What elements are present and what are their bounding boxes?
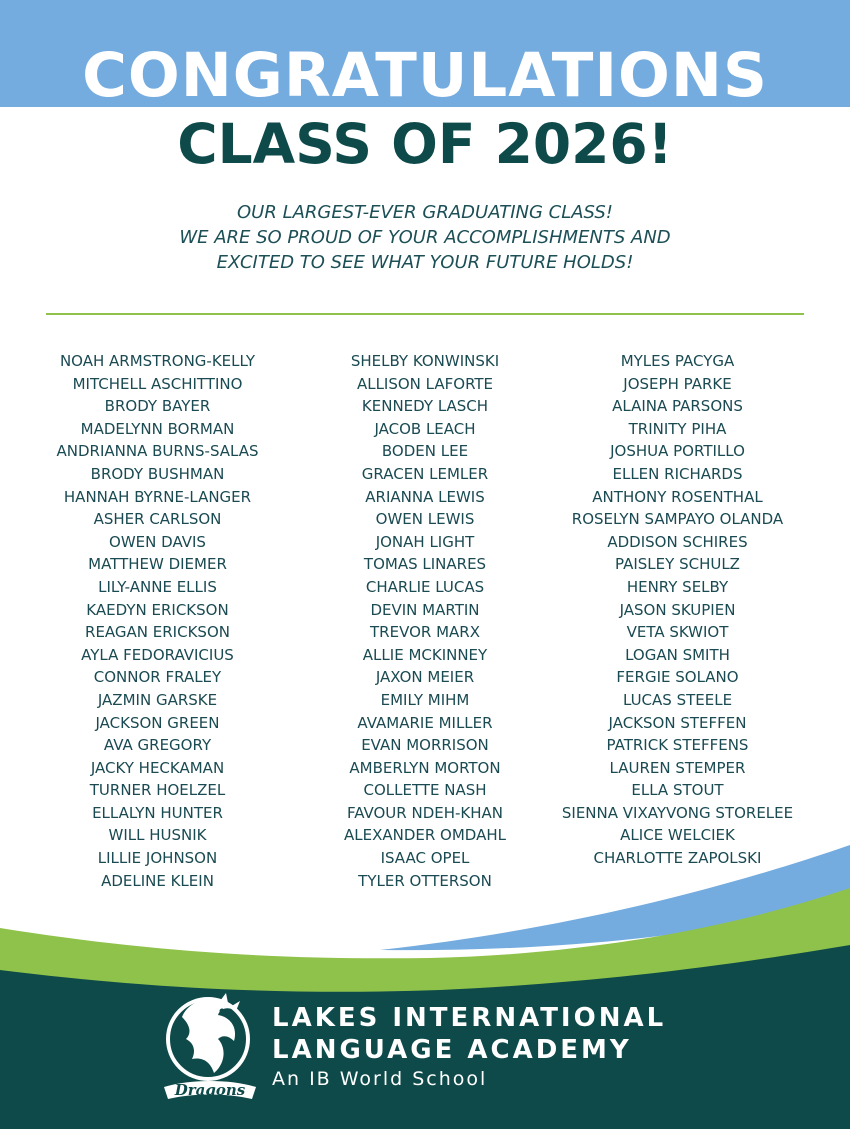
graduate-name: ANDRIANNA BURNS-SALAS bbox=[56, 442, 259, 461]
graduate-name: ADELINE KLEIN bbox=[101, 871, 214, 890]
graduate-name: ROSELYN SAMPAYO OLANDA bbox=[571, 510, 784, 529]
graduate-name: COLLETTE NASH bbox=[363, 781, 487, 800]
graduate-name: VETA SKWIOT bbox=[626, 623, 729, 642]
graduate-name: ALEXANDER OMDAHL bbox=[343, 826, 506, 845]
graduate-name: GRACEN LEMLER bbox=[361, 464, 489, 483]
graduate-name: JONAH LIGHT bbox=[375, 532, 475, 551]
logo-wordmark: Dragons bbox=[174, 1081, 246, 1099]
subhead: CLASS OF 2026! bbox=[177, 112, 673, 176]
graduate-name: REAGAN ERICKSON bbox=[85, 623, 230, 642]
graduate-name: AMBERLYN MORTON bbox=[349, 758, 501, 777]
graduate-name: HANNAH BYRNE-LANGER bbox=[63, 487, 252, 506]
graduate-name: PATRICK STEFFENS bbox=[606, 736, 749, 755]
graduate-name: ADDISON SCHIRES bbox=[607, 532, 748, 551]
graduate-name: JAZMIN GARSKE bbox=[97, 690, 218, 709]
graduate-name: JAXON MEIER bbox=[375, 668, 475, 687]
headline: CONGRATULATIONS bbox=[82, 40, 768, 111]
divider-line bbox=[46, 313, 804, 315]
graduate-name: ALLISON LAFORTE bbox=[356, 374, 494, 393]
graduate-name: JACKSON GREEN bbox=[95, 713, 220, 732]
graduate-name: MITCHELL ASCHITTINO bbox=[72, 374, 243, 393]
graduate-name: SIENNA VIXAYVONG STORELEE bbox=[561, 803, 794, 822]
graduate-name: LILLIE JOHNSON bbox=[97, 849, 218, 868]
message-line: WE ARE SO PROUD OF YOUR ACCOMPLISHMENTS AND bbox=[179, 227, 671, 248]
graduate-name: SHELBY KONWINSKI bbox=[350, 352, 500, 370]
graduate-name: ANTHONY ROSENTHAL bbox=[592, 487, 763, 506]
graduate-name: ALICE WELCIEK bbox=[620, 826, 735, 845]
graduate-name: TOMAS LINARES bbox=[363, 555, 487, 574]
graduate-name: ELLA STOUT bbox=[631, 781, 724, 800]
graduate-name: ALAINA PARSONS bbox=[612, 397, 743, 416]
graduate-name: LILY-ANNE ELLIS bbox=[98, 577, 217, 596]
graduate-name: ELLEN RICHARDS bbox=[612, 464, 743, 483]
graduate-name: FAVOUR NDEH-KHAN bbox=[346, 803, 504, 822]
school-tagline: An IB World School bbox=[272, 1068, 488, 1090]
graduate-name: AVA GREGORY bbox=[103, 736, 212, 755]
graduate-name: NOAH ARMSTRONG-KELLY bbox=[59, 352, 256, 370]
graduate-name: EMILY MIHM bbox=[380, 690, 470, 709]
graduate-name: JACOB LEACH bbox=[374, 419, 476, 438]
graduate-name: DEVIN MARTIN bbox=[370, 600, 480, 619]
graduate-name: TREVOR MARX bbox=[370, 623, 480, 642]
message-line: OUR LARGEST-EVER GRADUATING CLASS! bbox=[237, 202, 613, 223]
graduate-name: FERGIE SOLANO bbox=[616, 668, 739, 687]
graduate-name: JACKSON STEFFEN bbox=[608, 713, 747, 732]
graduate-name: OWEN DAVIS bbox=[109, 532, 206, 551]
graduate-name: ARIANNA LEWIS bbox=[365, 487, 485, 506]
school-name-line1: LAKES INTERNATIONAL bbox=[272, 1003, 667, 1033]
graduate-name: JOSEPH PARKE bbox=[623, 374, 732, 393]
graduate-name: LUCAS STEELE bbox=[622, 690, 733, 709]
graduate-name: AVAMARIE MILLER bbox=[357, 713, 493, 732]
graduate-name: ALLIE MCKINNEY bbox=[362, 645, 488, 664]
graduate-name: ISAAC OPEL bbox=[380, 849, 470, 868]
graduate-name: MADELYNN BORMAN bbox=[80, 419, 235, 438]
graduate-name: BRODY BUSHMAN bbox=[90, 464, 225, 483]
graduate-name: LAUREN STEMPER bbox=[609, 758, 746, 777]
graduate-name: JOSHUA PORTILLO bbox=[610, 442, 745, 461]
graduate-name: WILL HUSNIK bbox=[108, 826, 207, 845]
graduate-name: CHARLIE LUCAS bbox=[365, 577, 485, 596]
graduate-name: ASHER CARLSON bbox=[93, 510, 222, 529]
graduate-name: LOGAN SMITH bbox=[625, 645, 730, 664]
congratulations-message bbox=[0, 200, 850, 275]
graduate-name: ELLALYN HUNTER bbox=[92, 803, 223, 822]
graduate-name: TURNER HOELZEL bbox=[89, 781, 226, 800]
graduate-name: TRINITY PIHA bbox=[628, 419, 727, 438]
graduate-name: TYLER OTTERSON bbox=[358, 871, 492, 890]
graduate-name: BODEN LEE bbox=[381, 442, 469, 461]
school-name-line2: LANGUAGE ACADEMY bbox=[272, 1035, 632, 1065]
graduate-name: AYLA FEDORAVICIUS bbox=[81, 645, 234, 664]
graduate-name: MATTHEW DIEMER bbox=[88, 555, 227, 574]
dragon-logo-icon bbox=[160, 987, 260, 1107]
graduate-name: PAISLEY SCHULZ bbox=[615, 555, 740, 574]
graduate-name: KAEDYN ERICKSON bbox=[86, 600, 229, 619]
graduate-name: MYLES PACYGA bbox=[620, 352, 735, 370]
graduate-name: JASON SKUPIEN bbox=[619, 600, 736, 619]
graduate-name: KENNEDY LASCH bbox=[361, 397, 489, 416]
graduate-name: CONNOR FRALEY bbox=[93, 668, 222, 687]
names-column-2 bbox=[290, 350, 560, 892]
graduate-name: OWEN LEWIS bbox=[375, 510, 475, 529]
message-line: EXCITED TO SEE WHAT YOUR FUTURE HOLDS! bbox=[216, 252, 634, 273]
graduate-name: JACKY HECKAMAN bbox=[90, 758, 225, 777]
graduate-name: HENRY SELBY bbox=[626, 577, 729, 596]
names-column-3 bbox=[545, 350, 810, 870]
graduate-name: EVAN MORRISON bbox=[361, 736, 489, 755]
graduate-name: CHARLOTTE ZAPOLSKI bbox=[593, 849, 762, 868]
names-column-1 bbox=[20, 350, 295, 892]
graduate-name: BRODY BAYER bbox=[104, 397, 211, 416]
